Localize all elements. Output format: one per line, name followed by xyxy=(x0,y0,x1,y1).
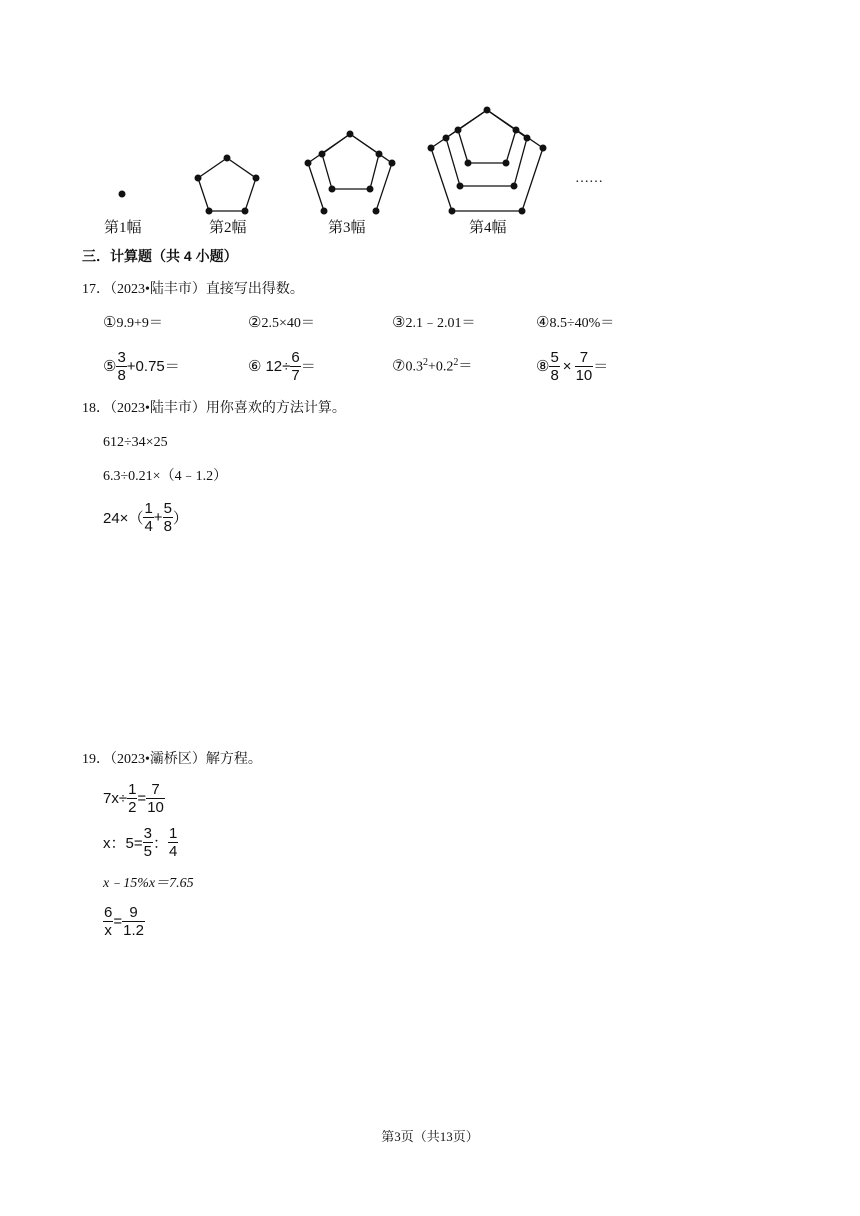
numerator: 1 xyxy=(128,781,137,798)
q19-equation-4 xyxy=(103,905,145,938)
base-a: 0.3 xyxy=(405,359,423,375)
q17-item-7 xyxy=(392,354,472,377)
question-prompt: 用你喜欢的方法计算。 xyxy=(205,401,346,416)
item-expression: +0.75＝ xyxy=(126,357,180,375)
denominator: 1.2 xyxy=(123,922,144,939)
equation-start: x：5= xyxy=(103,835,143,852)
item-mark: ⑤ xyxy=(103,358,117,375)
fraction-1 xyxy=(143,501,153,534)
q18-line-1: 612÷34×25 xyxy=(103,435,168,450)
item-expression: 2.1﹣2.01＝ xyxy=(405,316,476,331)
equals-sign: = xyxy=(113,913,123,930)
figure-label-4: 第4幅 xyxy=(469,220,507,236)
item-expression-end: ＝ xyxy=(458,359,473,375)
numerator: 1 xyxy=(168,825,178,842)
denominator: x xyxy=(104,922,112,939)
denominator: 10 xyxy=(147,799,164,816)
q19-equation-3: x﹣15%x＝7.65 xyxy=(103,876,194,891)
numerator: 3 xyxy=(143,825,152,842)
denominator: 4 xyxy=(144,518,153,535)
equation-start: 7x÷ xyxy=(103,790,128,807)
denominator: 2 xyxy=(128,799,137,816)
question-number: 19． xyxy=(82,752,110,767)
item-mark: ③ xyxy=(392,315,406,331)
item-expression-end: ＝ xyxy=(300,357,316,375)
denominator: 5 xyxy=(143,843,152,860)
fraction-1 xyxy=(549,350,559,383)
expression-start: 24×（ xyxy=(103,510,144,527)
question-number: 18． xyxy=(82,401,110,416)
section-heading: 三．计算题（共 4 小题） xyxy=(82,248,238,264)
figure-label-1: 第1幅 xyxy=(104,220,142,236)
q17-item-8 xyxy=(536,350,608,383)
numerator: 3 xyxy=(117,349,126,366)
item-expression: 8.5÷40%＝ xyxy=(549,316,615,331)
item-mark: ⑦ xyxy=(392,358,406,375)
numerator: 1 xyxy=(144,500,153,517)
item-mark: ② xyxy=(248,315,262,331)
item-expression: 12÷ xyxy=(265,357,291,375)
fraction-2 xyxy=(163,501,173,534)
question-number: 17． xyxy=(82,282,110,297)
question-17-header xyxy=(82,281,304,299)
numerator: 6 xyxy=(104,904,113,921)
denominator: 8 xyxy=(550,367,559,384)
denominator: 4 xyxy=(168,843,178,860)
q18-line-3 xyxy=(103,501,188,534)
numerator: 6 xyxy=(291,349,300,366)
q18-line-2: 6.3÷0.21×（4﹣1.2） xyxy=(103,469,228,484)
fraction-2 xyxy=(146,782,165,815)
item-expression: 2.5×40＝ xyxy=(261,316,315,331)
page-footer: 第3页（共13页） xyxy=(381,1129,479,1144)
equals-sign: = xyxy=(137,790,147,807)
numerator: 5 xyxy=(163,500,172,517)
question-source: （2023•陆丰市） xyxy=(110,282,206,297)
q19-equation-2 xyxy=(103,826,178,859)
exponent-b: 2 xyxy=(453,357,459,368)
question-source: （2023•陆丰市） xyxy=(110,401,206,416)
question-prompt: 解方程。 xyxy=(205,752,262,767)
figure-label-3: 第3幅 xyxy=(328,220,366,236)
q17-item-3 xyxy=(392,314,475,333)
fraction-1 xyxy=(103,905,113,938)
numerator: 5 xyxy=(550,349,559,366)
q19-equation-1 xyxy=(103,782,165,815)
question-source: （2023•灞桥区） xyxy=(110,752,206,767)
operator: + xyxy=(153,509,163,526)
numerator: 7 xyxy=(146,782,165,799)
q17-item-1 xyxy=(103,314,163,333)
fraction-1 xyxy=(143,826,153,859)
question-prompt: 直接写出得数。 xyxy=(205,282,304,297)
operator: × xyxy=(562,357,572,375)
denominator: 7 xyxy=(291,367,300,384)
question-18-header xyxy=(82,400,346,418)
item-mark: ⑧ xyxy=(536,358,550,375)
q17-item-2 xyxy=(248,314,315,333)
figure-ellipsis: …… xyxy=(575,171,603,186)
denominator: 10 xyxy=(575,367,593,384)
fraction xyxy=(290,350,300,383)
item-expression: 9.9+9＝ xyxy=(116,316,163,331)
numerator: 7 xyxy=(575,350,594,367)
pentagon-pattern-figure xyxy=(0,0,860,230)
base-b: +0.2 xyxy=(427,359,454,375)
q17-item-5 xyxy=(103,350,180,383)
expression-end: ） xyxy=(172,510,188,527)
exponent-a: 2 xyxy=(422,357,428,368)
item-mark: ⑥ xyxy=(248,358,262,375)
q17-item-4 xyxy=(536,314,614,333)
item-expression-end: ＝ xyxy=(593,357,609,375)
ratio-sign: ： xyxy=(152,835,168,852)
fraction-2 xyxy=(575,350,594,383)
figure-label-2: 第2幅 xyxy=(209,220,247,236)
numerator: 9 xyxy=(122,905,145,922)
q17-item-6 xyxy=(248,350,316,383)
item-mark: ① xyxy=(103,315,117,331)
fraction-2 xyxy=(168,826,178,859)
denominator: 8 xyxy=(163,518,172,535)
question-19-header xyxy=(82,751,262,769)
denominator: 8 xyxy=(117,367,126,384)
fraction-1 xyxy=(127,782,137,815)
fraction xyxy=(116,350,126,383)
fraction-2 xyxy=(122,905,145,938)
item-mark: ④ xyxy=(536,315,550,331)
